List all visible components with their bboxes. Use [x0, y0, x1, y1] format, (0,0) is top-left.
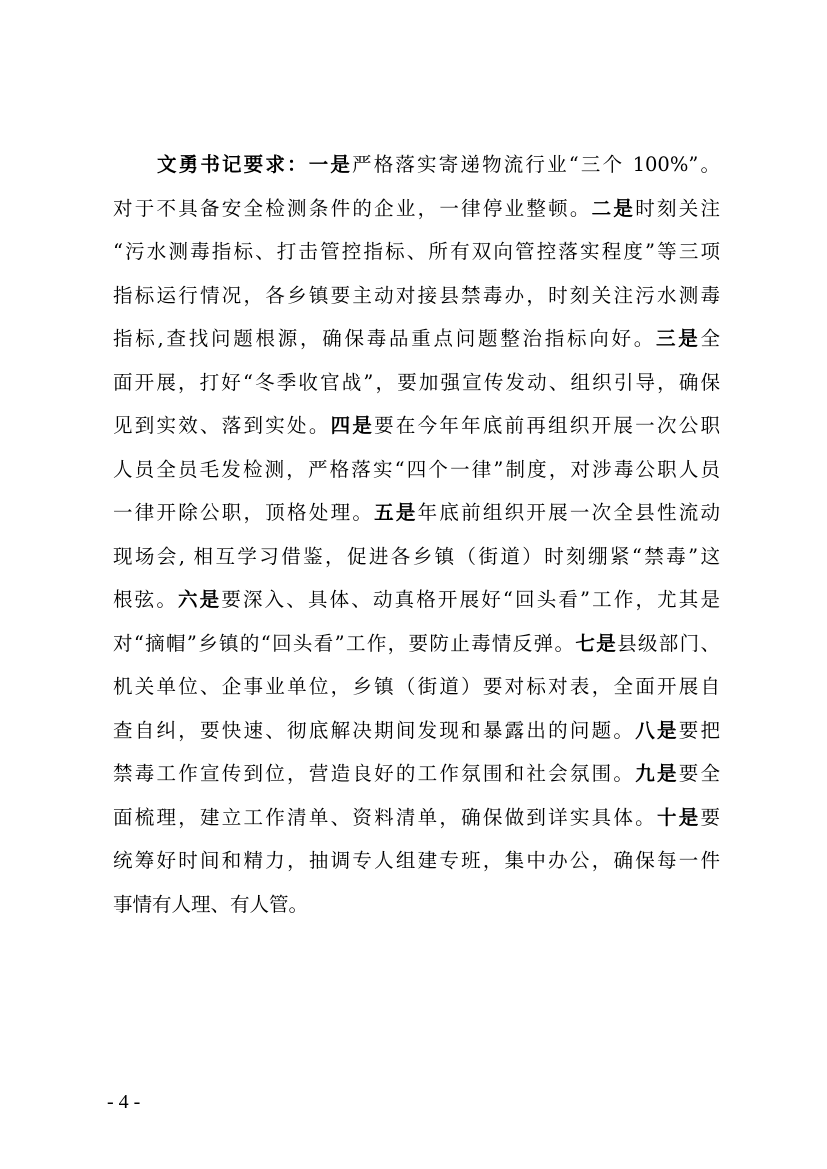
text-line — [113, 883, 720, 927]
text-line — [113, 187, 720, 231]
body-text: 统筹好时间和精力，抽调专人组建专班，集中办公，确保每一件 — [113, 849, 720, 872]
bold-lead-text: 三是 — [655, 327, 701, 350]
body-text: “污水测毒指标、打击管控指标、所有双向管控落实程度”等三项 — [113, 240, 720, 263]
text-line — [113, 839, 720, 883]
text-line — [113, 622, 720, 666]
body-text: 要在今年年底前再组织开展一次公职 — [374, 414, 720, 437]
body-paragraph — [113, 143, 720, 926]
body-text: 对“摘帽”乡镇的“回头看”工作，要防止毒情反弹。 — [113, 631, 576, 655]
text-line — [113, 230, 720, 274]
bold-lead-text: 五是 — [374, 501, 418, 524]
text-line — [113, 709, 720, 753]
text-line — [113, 491, 720, 535]
body-text: 要全 — [678, 762, 720, 785]
body-text: 指标运行情况，各乡镇要主动对接县禁毒办，时刻关注污水测毒 — [113, 283, 720, 307]
text-line — [113, 535, 720, 579]
text-line — [113, 317, 720, 361]
bold-lead-text: 六是 — [177, 588, 222, 611]
text-line — [113, 143, 720, 187]
body-text: 面开展，打好“冬季收官战”，要加强宣传发动、组织引导，确保 — [113, 370, 720, 394]
text-line — [113, 361, 720, 405]
body-text: 要深入、具体、动真格开展好“回头看”工作，尤其是 — [221, 588, 720, 611]
bold-lead-text: 四是 — [330, 414, 375, 437]
body-text: 禁毒工作宣传到位，营造良好的工作氛围和社会氛围。 — [113, 762, 636, 785]
body-text: 事情有人理、有人管。 — [113, 892, 309, 916]
body-text: 要 — [700, 805, 720, 829]
text-line — [113, 665, 720, 709]
page-number: - 4 - — [107, 1091, 141, 1113]
bold-lead-text: 文勇书记要求：一是 — [157, 153, 353, 176]
body-text: 严格落实寄递物流行业“三个 100%”。 — [352, 153, 720, 176]
body-text: 人员全员毛发检测，严格落实“四个一律”制度，对涉毒公职人员 — [113, 457, 720, 481]
bold-lead-text: 十是 — [656, 805, 701, 829]
body-text: 一律开除公职，顶格处理。 — [113, 501, 375, 524]
body-text: 时刻关注 — [635, 196, 720, 220]
body-text: 机关单位、企事业单位，乡镇（街道）要对标对表，全面开展自 — [113, 675, 720, 698]
text-line — [113, 752, 720, 796]
body-text: 指标,查找问题根源，确保毒品重点问题整治指标向好。 — [113, 327, 656, 350]
text-line — [113, 448, 720, 492]
body-text: 要把 — [678, 718, 720, 742]
body-text: 现场会, 相互学习借鉴，促进各乡镇（街道）时刻绷紧“禁毒”这 — [113, 544, 720, 568]
body-text: 根弦。 — [113, 588, 178, 611]
text-line — [113, 578, 720, 622]
body-text: 全 — [700, 327, 720, 350]
text-line — [113, 796, 720, 840]
body-text: 面梳理，建立工作清单、资料清单，确保做到详实具体。 — [113, 805, 657, 829]
bold-lead-text: 八是 — [635, 718, 679, 742]
body-text: 对于不具备安全检测条件的企业，一律停业整顿。 — [113, 196, 592, 220]
body-text: 县级部门、 — [617, 631, 720, 655]
text-line — [113, 404, 720, 448]
bold-lead-text: 九是 — [635, 762, 679, 785]
body-text: 年底前组织开展一次全县性流动 — [417, 501, 720, 524]
body-text: 查自纠，要快速、彻底解决期间发现和暴露出的问题。 — [113, 718, 636, 742]
bold-lead-text: 七是 — [575, 631, 618, 655]
text-line — [113, 274, 720, 318]
body-text: 见到实效、落到实处。 — [113, 414, 331, 437]
bold-lead-text: 二是 — [591, 196, 636, 220]
